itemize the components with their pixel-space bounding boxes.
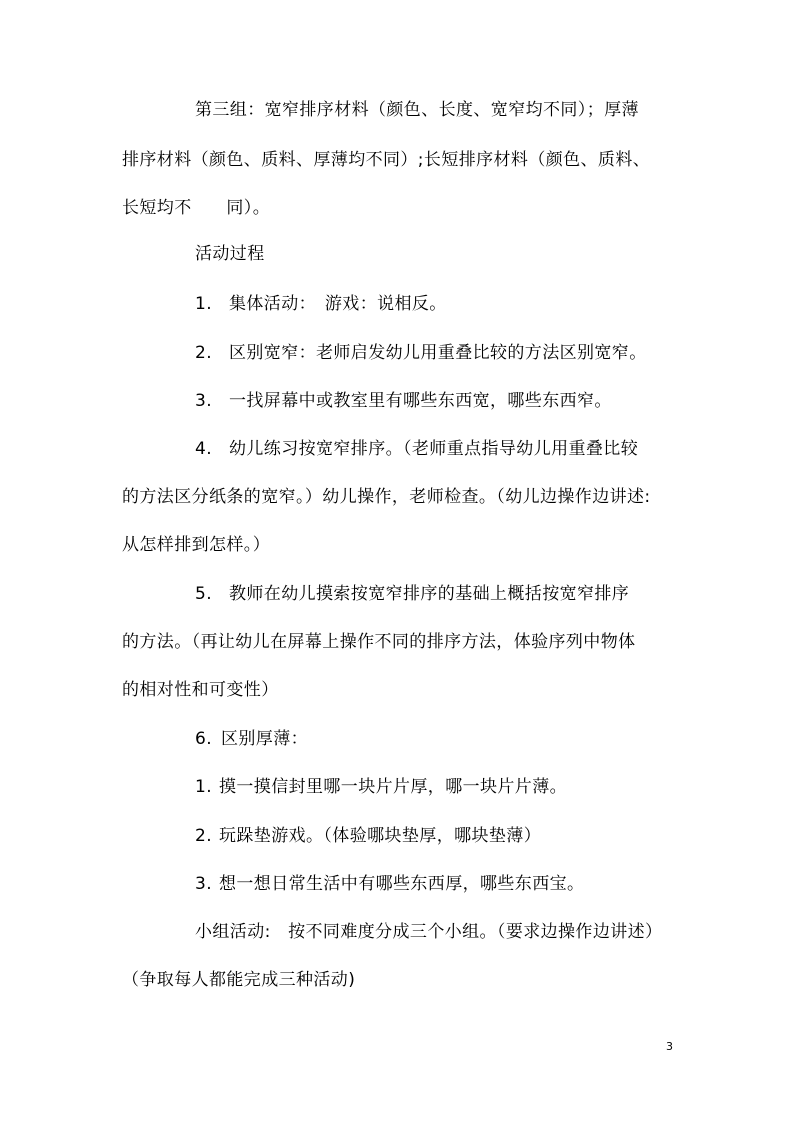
list-item-text: 区别厚薄：	[221, 729, 308, 749]
list-item	[195, 292, 447, 316]
sub-list-item	[195, 824, 541, 848]
list-item-text: 玩跺垫游戏。（体验哪块垫厚，哪块垫薄）	[219, 826, 542, 846]
list-item	[195, 582, 629, 606]
list-number: 5.	[195, 584, 213, 604]
paragraph-line: 从怎样排到怎样。）	[122, 535, 271, 555]
list-item-text: 一找屏幕中或教室里有哪些东西宽，哪些东西窄。	[229, 391, 612, 411]
list-item-text: 集体活动： 游戏：说相反。	[229, 294, 447, 314]
section-heading: 活动过程	[195, 244, 265, 264]
list-item-text: 幼儿练习按宽窄排序。（老师重点指导幼儿用重叠比较	[229, 439, 639, 459]
list-number: 3.	[195, 874, 213, 894]
list-item	[195, 389, 612, 413]
sub-list-item	[195, 775, 567, 799]
paragraph-line: （争取每人都能完成三种活动)	[122, 970, 356, 990]
list-item	[195, 341, 647, 365]
paragraph-line: 的方法区分纸条的宽窄。）幼儿操作，老师检查。（幼儿边操作边讲述:	[122, 487, 651, 507]
sub-list-item	[195, 872, 584, 896]
paragraph-line: 的方法。（再让幼儿在屏幕上操作不同的排序方法，体验序列中物体	[122, 632, 636, 652]
list-item-text: 想一想日常生活中有哪些东西厚，哪些东西宝。	[219, 874, 585, 894]
list-number: 2.	[195, 343, 213, 363]
paragraph-line: 第三组：宽窄排序材料（颜色、长度、宽窄均不同）；厚薄	[195, 100, 639, 120]
paragraph-line: 长短均不 同）。	[122, 198, 271, 218]
list-number: 1.	[195, 777, 213, 797]
paragraph-line: 的相对性和可变性）	[122, 680, 279, 700]
list-number: 4.	[195, 439, 213, 459]
list-item-text: 摸一摸信封里哪一块片片厚，哪一块片片薄。	[219, 777, 567, 797]
list-number: 6.	[195, 729, 213, 749]
list-item	[195, 437, 638, 461]
list-number: 3.	[195, 391, 213, 411]
page-number: 3	[666, 1040, 673, 1053]
paragraph-line: 排序材料（颜色、质料、厚薄均不同）;长短排序材料（颜色、质料、	[122, 150, 651, 170]
list-item-text: 教师在幼儿摸索按宽窄排序的基础上概括按宽窄排序	[229, 584, 630, 604]
list-number: 2.	[195, 826, 213, 846]
list-item	[195, 727, 308, 751]
paragraph-line: 小组活动: 按不同难度分成三个小组。（要求边操作边讲述）	[195, 922, 663, 942]
list-item-text: 区别宽窄：老师启发幼儿用重叠比较的方法区别宽窄。	[229, 343, 647, 363]
list-number: 1.	[195, 294, 213, 314]
